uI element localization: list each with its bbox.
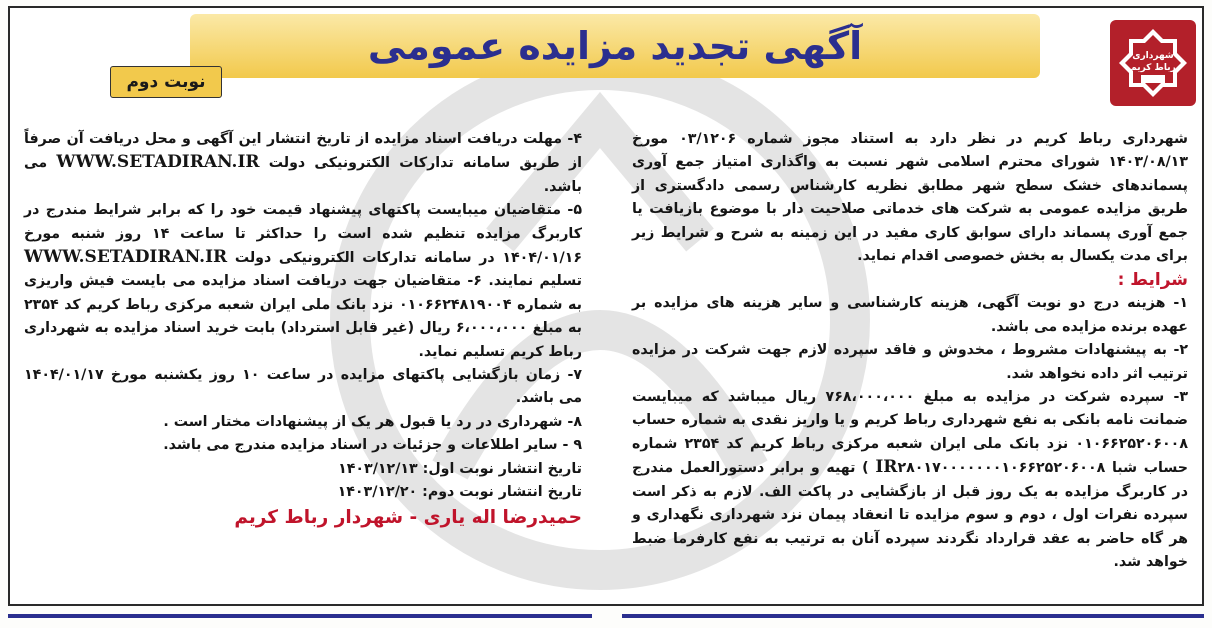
condition-item-5-part-a: ۵- متقاضیان میبایست پاکتهای پیشنهاد قیمت خود را که برابر شرایط مندرج در کاربرگ مزایده تنظیم شده است را حداکثر تا ساعت ۱۴ روز شنبه مورخ ۱۴۰۴/۰۱/۱۶ در سامانه تدارکات الکترونیکی دولت xyxy=(24,202,582,267)
round-badge-label: نوبت دوم xyxy=(126,72,206,92)
condition-item-3-part-b: ) تهیه و برابر دستورالعمل مندرج در کاربرگ مزایده به یک روز قبل از بازگشایی در پاکت الف. لازم به ذکر است سپرده نفرات اول ، دوم و سوم مزایده تا انعقاد پیمان نزد شهرداری نگهداری و هر گاه حاضر به عقد قرارداد نگردند سپرده آنان به ترتیب به نفع کارفرما ضبط خواهد شد. xyxy=(632,460,1188,570)
publication-dates xyxy=(24,458,582,505)
iban-prefix: IR xyxy=(875,457,898,478)
conditions-heading: شرایط : xyxy=(1117,270,1188,291)
bottom-rule-right xyxy=(622,614,1204,618)
condition-item-4-part-b: می باشد. xyxy=(24,155,582,195)
condition-item-5 xyxy=(24,199,582,364)
page-title: آگهی تجدید مزایده عمومی xyxy=(367,24,863,68)
condition-item-8: ۸- شهرداری در رد یا قبول هر یک از پیشنهادات مختار است . xyxy=(163,413,582,430)
condition-item-3-part-a: ۳- سپرده شرکت در مزایده به مبلغ ۷۶۸،۰۰۰،۰۰۰ ریال میباشد که میبایست ضمانت نامه بانکی به نفع شهرداری رباط کریم و یا واریز نقدی به شماره حساب ۰۱۰۶۶۲۵۲۰۶۰۰۸ نزد بانک ملی ایران شعبه مرکزی رباط کریم کد ۲۳۵۴ شماره حساب شبا ۲۸۰۱۷۰۰۰۰۰۰۰۱۰۶۶۲۵۲۰۶۰۰۸ xyxy=(632,389,1189,477)
condition-item-6: ۶- متقاضیان جهت دریافت اسناد مزایده می بایست فیش واریزی به شماره ۰۱۰۶۶۲۴۸۱۹۰۰۴ نزد بانک ملی ایران شعبه مرکزی رباط کریم کد ۲۳۵۴ به مبلغ ۶،۰۰۰،۰۰۰ ریال (غیر قابل استرداد) بابت خرید اسناد مزایده به شهرداری رباط کریم تسلیم نماید. xyxy=(24,273,582,360)
intro-paragraph: شهرداری رباط کریم در نظر دارد به استناد مجوز شماره ۰۳/۱۲۰۶ مورخ ۱۴۰۳/۰۸/۱۳ شورای محترم اسلامی شهر نسبت به واگذاری امتیاز جمع آوری پسماندهای خشک سطح شهر مطابق نظریه کارشناس رسمی دادگستری از طریق مزایده عمومی به شرکت های خدماتی صلاحیت دار با موضوع بازیافت یا جمع آوری پسماند دارای سوابق کاری مفید در این زمینه به شرح و شرایط زیر برای مدت یکسال به بخش خصوصی اقدام نماید. xyxy=(632,131,1188,265)
logo-text-line1: شهرداری xyxy=(1132,51,1174,61)
first-publication-date: تاریخ انتشار نوبت اول: ۱۴۰۳/۱۲/۱۳ xyxy=(338,460,582,477)
condition-item-4-part-a: ۴- مهلت دریافت اسناد مزایده از تاریخ انتشار این آگهی و محل دریافت آن صرفاً از طریق سامانه تدارکات الکترونیکی دولت xyxy=(24,131,582,172)
setadiran-link-1[interactable]: WWW.SETADIRAN.IR xyxy=(56,152,260,173)
condition-item-5-part-b: تسلیم نمایند. xyxy=(488,273,582,290)
second-publication-date: تاریخ انتشار نوبت دوم: ۱۴۰۳/۱۲/۲۰ xyxy=(337,484,582,501)
title-band xyxy=(190,14,1040,78)
left-column xyxy=(24,128,582,531)
logo-text-line2: رباط کریم xyxy=(1130,63,1176,73)
setadiran-link-2[interactable]: WWW.SETADIRAN.IR xyxy=(24,247,228,268)
municipality-seal-icon xyxy=(1115,25,1191,101)
condition-item-9: ۹ - سایر اطلاعات و جزئیات در اسناد مزایده مندرج می باشد. xyxy=(163,437,582,454)
right-column xyxy=(632,128,1188,574)
bottom-rule-left xyxy=(8,614,592,618)
condition-item-3 xyxy=(632,386,1188,574)
municipality-logo xyxy=(1110,20,1196,106)
condition-item-4 xyxy=(24,128,582,199)
condition-item-1: ۱- هزینه درج دو نوبت آگهی، هزینه کارشناسی و سایر هزینه های مزایده بر عهده برنده مزایده می باشد. xyxy=(632,295,1188,335)
mayor-signature: حمیدرضا اله یاری - شهردار رباط کریم xyxy=(234,506,582,528)
condition-item-2: ۲- به پیشنهادات مشروط ، مخدوش و فاقد سپرده لازم جهت شرکت در مزایده ترتیب اثر داده نخواهد شد. xyxy=(632,342,1188,382)
round-badge xyxy=(110,66,222,98)
condition-item-7: ۷- زمان بازگشایی پاکتهای مزایده در ساعت ۱۰ روز یکشنبه مورخ ۱۴۰۴/۰۱/۱۷ می باشد. xyxy=(24,367,582,407)
